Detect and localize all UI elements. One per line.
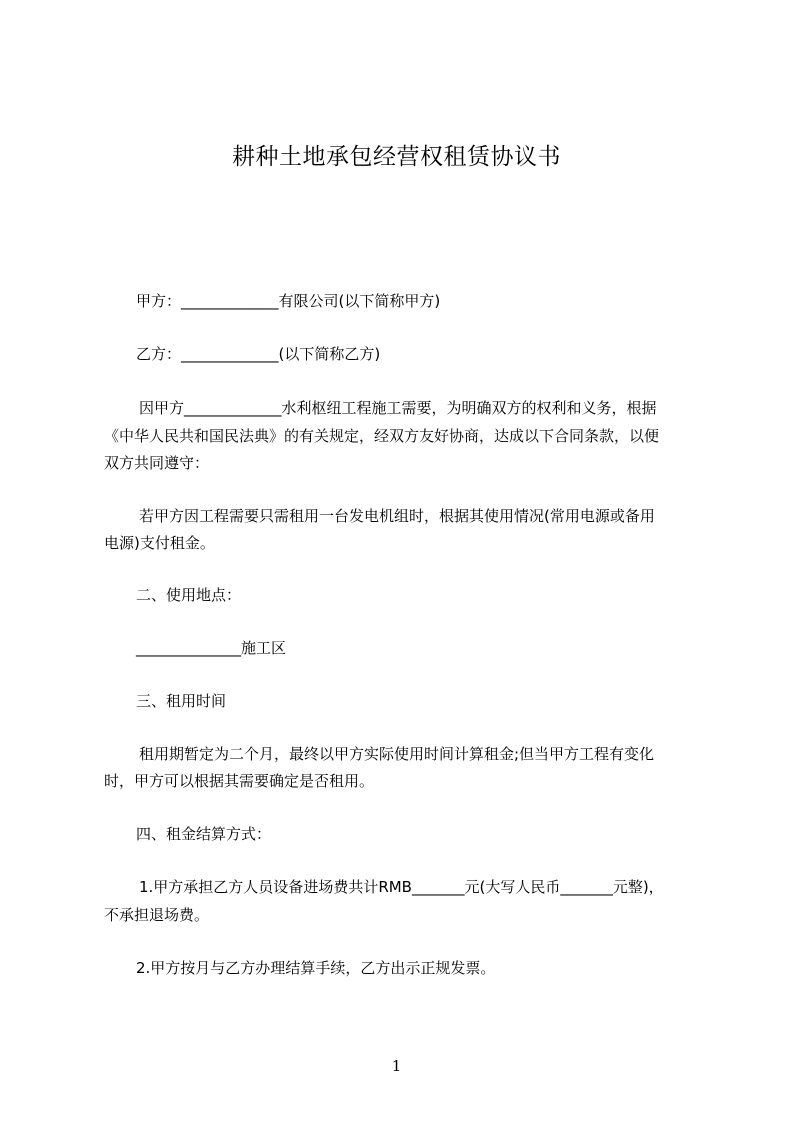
section-three-line-1: 租用期暂定为二个月，最终以甲方实际使用时间计算租金;但当甲方工程有变化 bbox=[139, 745, 655, 763]
party-b-line: 乙方：_____________(以下简称乙方) bbox=[136, 345, 381, 363]
clause-one-line-1: 若甲方因工程需要只需租用一台发电机组时，根据其使用情况(常用电源或备用 bbox=[139, 507, 655, 525]
section-two-text: ______________施工区 bbox=[136, 639, 287, 657]
item-1-line-1: 1.甲方承担乙方人员设备进场费共计RMB_______元(大写人民币_______元整)， bbox=[139, 878, 664, 896]
clause-one-line-2: 电源)支付租金。 bbox=[104, 534, 215, 552]
section-three-heading: 三、租用时间 bbox=[136, 692, 227, 710]
preamble-line-1: 因甲方_____________水利枢纽工程施工需要，为明确双方的权利和义务，根据 bbox=[139, 399, 657, 417]
party-a-line: 甲方：_____________有限公司(以下简称甲方) bbox=[136, 292, 441, 310]
item-2-line: 2.甲方按月与乙方办理结算手续，乙方出示正规发票。 bbox=[136, 959, 496, 977]
section-two-heading: 二、使用地点： bbox=[136, 586, 242, 604]
section-four-heading: 四、租金结算方式： bbox=[136, 825, 272, 843]
page-number: 1 bbox=[391, 1057, 402, 1075]
section-three-line-2: 时，甲方可以根据其需要确定是否租用。 bbox=[104, 772, 375, 790]
preamble-line-2: 《中华人民共和国民法典》的有关规定，经双方友好协商，达成以下合同条款，以便 bbox=[104, 427, 660, 445]
item-1-line-2: 不承担退场费。 bbox=[104, 906, 210, 924]
document-title: 耕种土地承包经营权租赁协议书 bbox=[232, 144, 561, 170]
preamble-line-3: 双方共同遵守： bbox=[104, 454, 210, 472]
